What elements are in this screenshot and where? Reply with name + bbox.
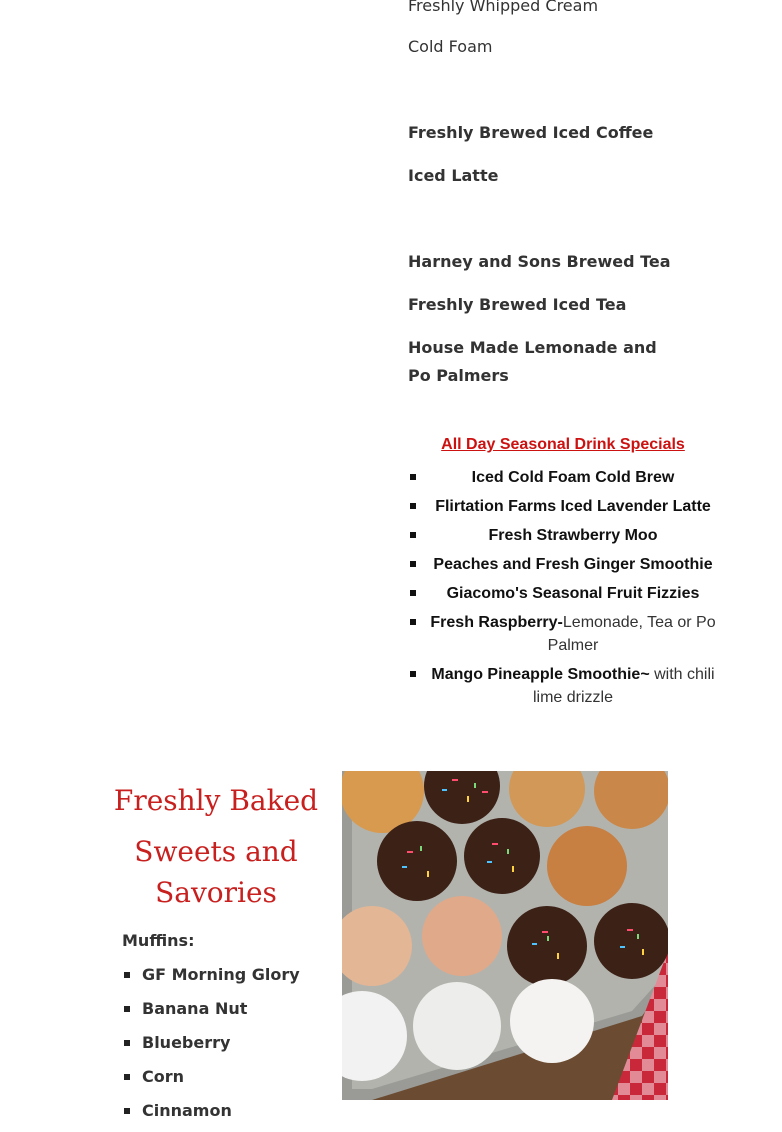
specials-item: Fresh Raspberry-Lemonade, Tea or Po Palmer <box>408 611 718 657</box>
specials-title-link[interactable]: All Day Seasonal Drink Specials <box>441 436 685 453</box>
muffin-item: Banana Nut <box>122 996 300 1022</box>
menu-item-iced-latte: Iced Latte <box>408 166 499 185</box>
specials-item: Mango Pineapple Smoothie~ with chili lime drizzle <box>408 663 718 709</box>
bakery-title-line: Savories <box>155 876 277 909</box>
menu-item-iced-coffee: Freshly Brewed Iced Coffee <box>408 123 654 142</box>
specials-list <box>408 466 718 715</box>
muffin-item: GF Morning Glory <box>122 962 300 988</box>
donuts-photo <box>342 771 668 1100</box>
menu-item-lemonade: House Made Lemonade and Po Palmers <box>408 338 657 385</box>
specials-item: Flirtation Farms Iced Lavender Latte <box>408 495 718 518</box>
muffins-list <box>122 962 300 1132</box>
specials-item: Fresh Strawberry Moo <box>408 524 718 547</box>
muffin-item: Cinnamon <box>122 1098 300 1124</box>
muffin-item: Blueberry <box>122 1030 300 1056</box>
bakery-title <box>110 780 322 913</box>
menu-item-iced-tea: Freshly Brewed Iced Tea <box>408 295 627 314</box>
menu-item-brewed-tea: Harney and Sons Brewed Tea <box>408 252 671 271</box>
donuts-illustration <box>342 771 668 1100</box>
specials-item: Peaches and Fresh Ginger Smoothie <box>408 553 718 576</box>
muffins-label: Muffins: <box>122 931 195 950</box>
specials-item: Giacomo's Seasonal Fruit Fizzies <box>408 582 718 605</box>
menu-item-whipped-cream: Freshly Whipped Cream <box>408 0 599 15</box>
bakery-title-line: Freshly Baked <box>113 784 319 817</box>
bakery-title-line: Sweets and <box>134 835 298 868</box>
specials-item: Iced Cold Foam Cold Brew <box>408 466 718 489</box>
menu-item-cold-foam: Cold Foam <box>408 37 493 56</box>
muffin-item: Corn <box>122 1064 300 1090</box>
